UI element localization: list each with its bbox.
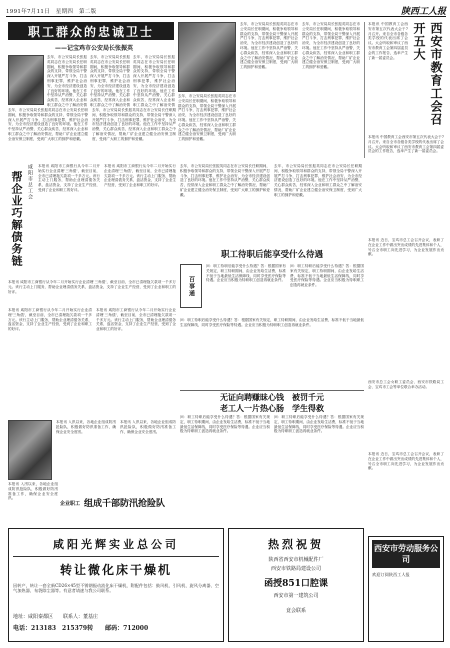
mid-col-top-a: 去年，市公安局局长张振英同志在市公安局长任职期间，积极争取领导和群众的支持，带领全局干警深入开展严打斗争，打击刑事犯罪，维护社会治安，为全市经济建设创造了良好的环境。他在工作中坚持从严治警，关心群众疾苦，经常深入企业和职工群众之中了解治安情况，帮助厂矿企业建立健全治安保卫制度，受到广大职工的拥护和爱戴。 — [180, 164, 270, 197]
main-col5: 去年，市公安局局长张振英同志在市公安局长任职期间，积极争取领导和群众的支持，带领全局干警深入开展严打斗争，打击刑事犯罪，维护社会治安，为全市经济建设创造了良好的环境。他在工作中坚持从严治警，关心群众疾苦，经常深入企业和职工群众之中了解治安情况，帮助厂矿企业建立健全治安保卫制度，受到广大职工的拥护和爱戴。 — [92, 108, 176, 141]
right-mid-col1: 本报讯 近日，宝鸡市总工会召开会议，表彰了在企业工作中做出突出成绩的先进集体和个人，号召全市职工向先进学习，为企业发展作出贡献。 — [368, 238, 444, 257]
middle-col-b: 去年，市公安局局长张振英同志在市公安局长任职期间，积极争取领导和群众的支持，带领全局干警深入开展严打斗争，打击刑事犯罪，维护社会治安，为全市经济建设创造了良好的环境。他在工作中坚持从严治警，关心群众疾苦，经常深入企业和职工群众之中了解治安情况，帮助厂矿企业建立健全治安保卫制度，受到广大职工的拥护和爱戴。 — [302, 22, 360, 70]
ad-hotline-title: 热烈祝贺 — [268, 538, 324, 551]
left-lower-col3: 本报讯 入汛以来，各地企业组成防汛抢险队，积极做好防汛准备工作，确保企业安全度汛。 — [56, 420, 116, 434]
mid-lower-title: 无证向聘赚昧心钱 被罚千元 — [220, 392, 324, 402]
main-banner: 职工群众的忠诚卫士 — [8, 22, 174, 40]
divider — [364, 22, 366, 158]
left-lower-photo — [8, 420, 52, 480]
byline: 百事通 — [187, 275, 195, 297]
paper-name: 陕西工人报 — [400, 7, 446, 17]
left-lower-col5: 本报讯 入汛以来，各地企业组成防汛抢险队，积极做好防汛准备工作，确保企业安全度汛。 — [8, 482, 58, 501]
left-lower-col1: 本报讯 咸阳市工商银行从今年二月开始实行企业清理'三角债'，截至目前，全市已清理拖欠款项一千多万元。该行主动上门服务，帮助企业理清债务关系，盘活资金，支持了企业生产经营，受到了企业和职工的好评。 — [8, 308, 92, 332]
left-lower-small-title: 企业职工 — [60, 501, 81, 507]
left-lower-col4: 本报讯 入汛以来，各地企业组成防汛抢险队，积极做好防汛准备工作，确保企业安全度汛。 — [120, 420, 176, 434]
ad-hotline-line2: 西安市铁路局建设公司 — [270, 566, 321, 572]
ad-phone: 电话：213183 215379转 邮码：712000 — [13, 625, 149, 632]
main-col4: 去年，市公安局局长张振英同志在市公安局长任职期间，积极争取领导和群众的支持，带领全局干警深入开展严打斗争，打击刑事犯罪，维护社会治安，为全市经济建设创造了良好的环境。他在工作中坚持从严治警，关心群众疾苦，经常深入企业和职工群众之中了解治安情况，帮助厂矿企业建立健全治安保卫制度，受到广大职工的拥护和爱戴。 — [8, 108, 88, 141]
right-top-title: 西安市教育工会召开五大 — [412, 22, 443, 126]
ad-company — [8, 528, 224, 642]
mid-lower-col1: 问：职工待职后能享受什么待遇？答：根据国家有关规定，职工待职期间，由企业发给生活费，标准不低于当地最低生活保障线，同时享受医疗保险等待遇。企业应当积极为待职职工创造再就业条件。 — [180, 415, 270, 434]
separator — [180, 390, 364, 391]
main-lead: 去年，市公安局局长张振英同志在市公安局长任职期间，积极争取领导和群众的支持，带领全局干警深入开展严打斗争，打击刑事犯罪，维护社会治安，为全市经济建设创造了良好的环境。他在工作中坚持从严治警，关心群众疾苦，经常深入企业和职工群众之中了解治安情 — [47, 55, 87, 107]
ad-hotline-footer: 竟会联系 — [285, 608, 306, 614]
ad-address: 地址：咸阳秦都区 联系人：董基庄 — [13, 614, 99, 620]
masthead — [6, 5, 446, 17]
ad-product: 转让微化床干燥机 — [59, 563, 172, 577]
main-col2: 去年，市公安局局长张振英同志在市公安局长任职期间，积极争取领导和群众的支持，带领全局干警深入开展严打斗争，打击刑事犯罪，维护社会治安，为全市经济建设创造了良好的环境。他在工作中坚持从严治警，关心群众疾苦，经常深入企业和职工群众之中了解治安情 — [90, 55, 130, 107]
issue-date: 1991年7月11日 星期四 第二版 — [6, 8, 97, 15]
ad-hotline-line3: 西安市第一建筑公司 — [273, 593, 319, 599]
mid-col-top-b: 去年，市公安局局长张振英同志在市公安局长任职期间，积极争取领导和群众的支持，带领全局干警深入开展严打斗争，打击刑事犯罪，维护社会治安，为全市经济建设创造了良好的环境。他在工作中坚持从严治警，关心群众疾苦，经常深入企业和职工群众之中了解治安情况，帮助厂矿企业建立健全治安保卫制度，受到广大职工的拥护和爱戴。 — [274, 164, 362, 197]
left-mid-col2: 本报讯 咸阳市工商银行从今年二月开始实行企业清理'三角债'，截至目前，全市已清理拖欠款项一千多万元。该行主动上门服务，帮助企业理清债务关系，盘活资金，支持了企业生产经营，受到了企业和职工的好评。 — [104, 164, 176, 188]
mid-lower-col2: 问：职工待职后能享受什么待遇？答：根据国家有关规定，职工待职期间，由企业发给生活费，标准不低于当地最低生活保障线，同时享受医疗保险等待遇。企业应当积极为待职职工创造再就业条件。 — [274, 415, 364, 434]
main-col3: 去年，市公安局局长张振英同志在市公安局长任职期间，积极争取领导和群众的支持，带领全局干警深入开展严打斗争，打击刑事犯罪，维护社会治安，为全市经济建设创造了良好的环境。他在工作中坚持从严治警，关心群众疾苦，经常深入企业和职工群众之中了解治安情 — [133, 55, 175, 107]
right-mid-col2: 本报讯 近日，宝鸡市总工会召开会议，表彰了在企业工作中做出突出成绩的先进集体和个人，号召全市职工向先进学习，为企业发展作出贡献。 — [368, 452, 444, 471]
ad-hotline-line1: 陕西省西安市机械配件厂 — [268, 557, 324, 563]
right-mid-notes: 西安市总工会女职工委员会、西安市铁路局工会、宝鸡市工会等单位联合举办活动。 — [368, 380, 444, 389]
left-mid-vertical-title: 帮企业巧解债务链 — [10, 171, 23, 267]
right-top-text: 本报讯 中国教育工会西安市第五次代表大会于7月召开。来自全市各级各类学校的代表出席了会议。大会听取和审议了西安市教育工会第四届委员会的工作报告，选举产生了新一届委员会。 — [368, 22, 408, 60]
left-mid-side-title: 咸阳市总工会 — [27, 164, 33, 200]
ad-hotline — [228, 528, 364, 642]
ad-corner-title: 西安市劳动服务公司 — [372, 540, 440, 568]
middle-photo — [178, 22, 236, 92]
left-mid-col1: 本报讯 咸阳市工商银行从今年二月开始实行企业清理'三角债'，截至目前，全市已清理拖欠款项一千多万元。该行主动上门服务，帮助企业理清债务关系，盘活资金，支持了企业生产经营，受到了企业和职工的好评。 — [38, 164, 100, 192]
mid-lower-subtitle: 老工人一片热心肠 学生得救 — [220, 403, 324, 413]
ad-hotline-notice: 函授851口腔课 — [264, 579, 328, 589]
right-top-text2: 本报讯 中国教育工会西安市第五次代表大会于7月召开。来自全市各级各类学校的代表出席了会议。大会听取和审议了西安市教育工会第四届委员会的工作报告，选举产生了新一届委员会。 — [368, 135, 444, 154]
main-subtitle: ——记宝鸡市公安局长张振英 — [54, 45, 133, 52]
ad-corner — [368, 536, 444, 642]
main-photo — [8, 55, 44, 105]
middle-col-a: 去年，市公安局局长张振英同志在市公安局长任职期间，积极争取领导和群众的支持，带领全局干警深入开展严打斗争，打击刑事犯罪，维护社会治安，为全市经济建设创造了良好的环境。他在工作中坚持从严治警，关心群众疾苦，经常深入企业和职工群众之中了解治安情况，帮助厂矿企业建立健全治安保卫制度，受到广大职工的拥护和爱戴。 — [240, 22, 298, 70]
mid-col-qa2: 问：职工待职后能享受什么待遇？答：根据国家有关规定，职工待职期间，由企业发给生活费，标准不低于当地最低生活保障线，同时享受医疗保险等待遇。企业应当积极为待职职工创造再就业条件。 — [290, 264, 364, 288]
mid-col-qa3: 问：职工待职后能享受什么待遇？答：根据国家有关规定，职工待职期间，由企业发给生活费，标准不低于当地最低生活保障线，同时享受医疗保险等待遇。企业应当积极为待职职工创造再就业条件。 — [180, 318, 364, 327]
left-lower-col2: 本报讯 咸阳市工商银行从今年二月开始实行企业清理'三角债'，截至目前，全市已清理拖欠款项一千多万元。该行主动上门服务，帮助企业理清债务关系，盘活资金，支持了企业生产经营，受到了企业和职工的好评。 — [96, 308, 176, 332]
middle-caption: 去年，市公安局局长张振英同志在市公安局长任职期间，积极争取领导和群众的支持，带领全局干警深入开展严打斗争，打击刑事犯罪，维护社会治安，为全市经济建设创造了良好的环境。他在工作中坚持从严治警，关心群众疾苦，经常深入企业和职工群众之中了解治安情况，帮助厂矿企业建立健全治安保卫制度，受到广大职工的拥护和爱戴。 — [178, 94, 236, 142]
ad-company-name: 咸阳光辉实业总公司 — [53, 538, 179, 551]
left-lower-title: 组成千部防汛抢险队 — [84, 499, 166, 509]
byline-box — [180, 264, 202, 308]
mid-col-title: 职工待职后能享受什么待遇 — [220, 250, 323, 260]
mid-col-qa1: 问：职工待职后能享受什么待遇？答：根据国家有关规定，职工待职期间，由企业发给生活费，标准不低于当地最低生活保障线，同时享受医疗保险等待遇。企业应当积极为待职职工创造再就业条件。 — [206, 264, 286, 283]
ad-desc: 因转产，转让一套全新CD26×45型不锈钢振动流化床干燥机，附配件包括：鼓风机、引风机、旋风分离器、空气加热器、布袋除尘器等。有意者请速与我公司联系。 — [13, 583, 219, 594]
ad-corner-body: 欢迎订阅陕西工人报 — [372, 572, 410, 577]
left-mid-col3: 本报讯 咸阳市工商银行从今年二月开始实行企业清理'三角债'，截至目前，全市已清理拖欠款项一千多万元。该行主动上门服务，帮助企业理清债务关系，盘活资金，支持了企业生产经营，受到了企业和职工的好评。 — [8, 280, 176, 294]
